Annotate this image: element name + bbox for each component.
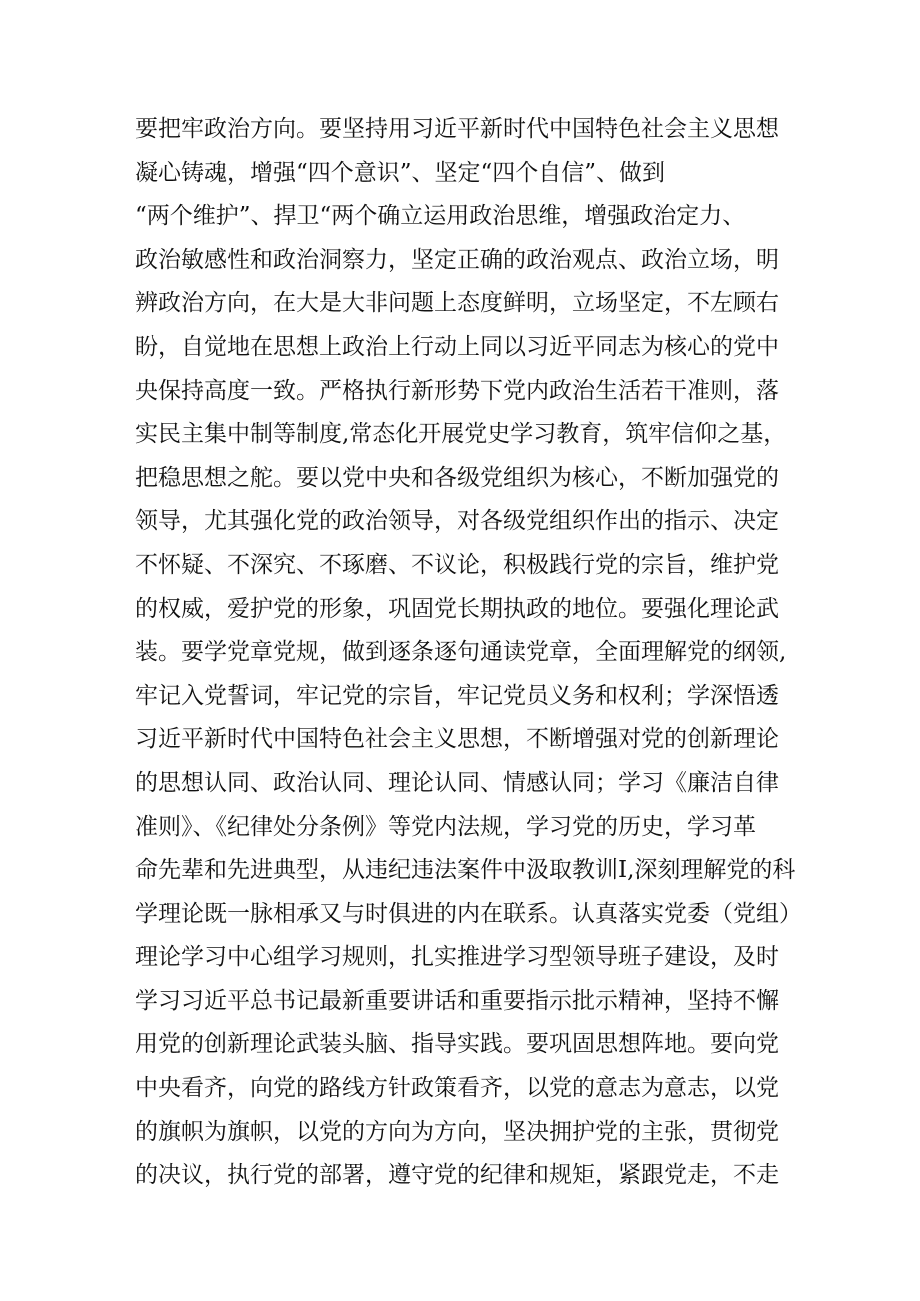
text-line: 要把牢政治方向。要坚持用习近平新时代中国特色社会主义思想: [135, 116, 779, 142]
text-line: 盼，自觉地在思想上政治上行动上同以习近平同志为核心的党中: [135, 333, 779, 360]
text-line: 政治敏感性和政治洞察力，坚定正确的政治观点、政治立场，明: [135, 246, 779, 273]
text-line: 央保持高度一致。严格执行新形势下党内政治生活若干准则，落: [135, 377, 779, 404]
text-line: 牢记入党誓词，牢记党的宗旨，牢记党员义务和权利；学深悟透: [135, 682, 779, 709]
text-line: 用党的创新理论武装头脑、指导实践。要巩固思想阵地。要向党: [135, 1031, 779, 1058]
text-line: 的决议，执行党的部署，遵守党的纪律和规矩，紧跟党走，不走: [135, 1162, 779, 1189]
text-line: 的思想认同、政治认同、理论认同、情感认同；学习《廉洁自律: [135, 769, 779, 796]
text-line: 凝心铸魂，增强“四个意识”、坚定“四个自信”、做到: [135, 159, 666, 186]
text-line: 装。要学党章党规，做到逐条逐句通读党章，全面理解党的纲领,: [135, 639, 787, 666]
text-line: 的旗帜为旗帜，以党的方向为方向，坚决拥护党的主张，贯彻党: [135, 1118, 779, 1145]
text-line: 中央看齐，向党的路线方针政策看齐，以党的意志为意志，以党: [135, 1075, 779, 1102]
text-line: 学理论既一脉相承又与时俱进的内在联系。认真落实党委（党组）: [135, 900, 802, 927]
text-line: 学习习近平总书记最新重要讲话和重要指示批示精神，坚持不懈: [135, 987, 779, 1014]
text-line: 习近平新时代中国特色社会主义思想，不断增强对党的创新理论: [135, 726, 779, 753]
text-line: 实民主集中制等制度,常态化开展党史学习教育，筑牢信仰之基，: [135, 421, 787, 448]
text-line: 领导，尤其强化党的政治领导，对各级党组织作出的指示、决定: [135, 508, 779, 535]
text-line: 理论学习中心组学习规则，扎实推进学习型领导班子建设，及时: [135, 944, 779, 971]
text-line: 辨政治方向，在大是大非问题上态度鲜明，立场坚定，不左顾右: [135, 290, 779, 317]
text-line: 的权威，爱护党的形象，巩固党长期执政的地位。要强化理论武: [135, 595, 779, 622]
text-line: “两个维护”、捍卫“两个确立运用政治思维，增强政治定力、: [135, 203, 746, 230]
text-line: 把稳思想之舵。要以党中央和各级党组织为核心，不断加强党的: [135, 464, 779, 491]
text-line: 准则》、《纪律处分条例》等党内法规，学习党的历史，学习革: [135, 813, 756, 840]
text-line: 不怀疑、不深究、不琢磨、不议论，积极践行党的宗旨，维护党: [135, 551, 779, 578]
body-text: [135, 108, 815, 1198]
text-line: 命先辈和先进典型，从违纪违法案件中汲取教训I,深刻理解党的科: [135, 857, 796, 884]
